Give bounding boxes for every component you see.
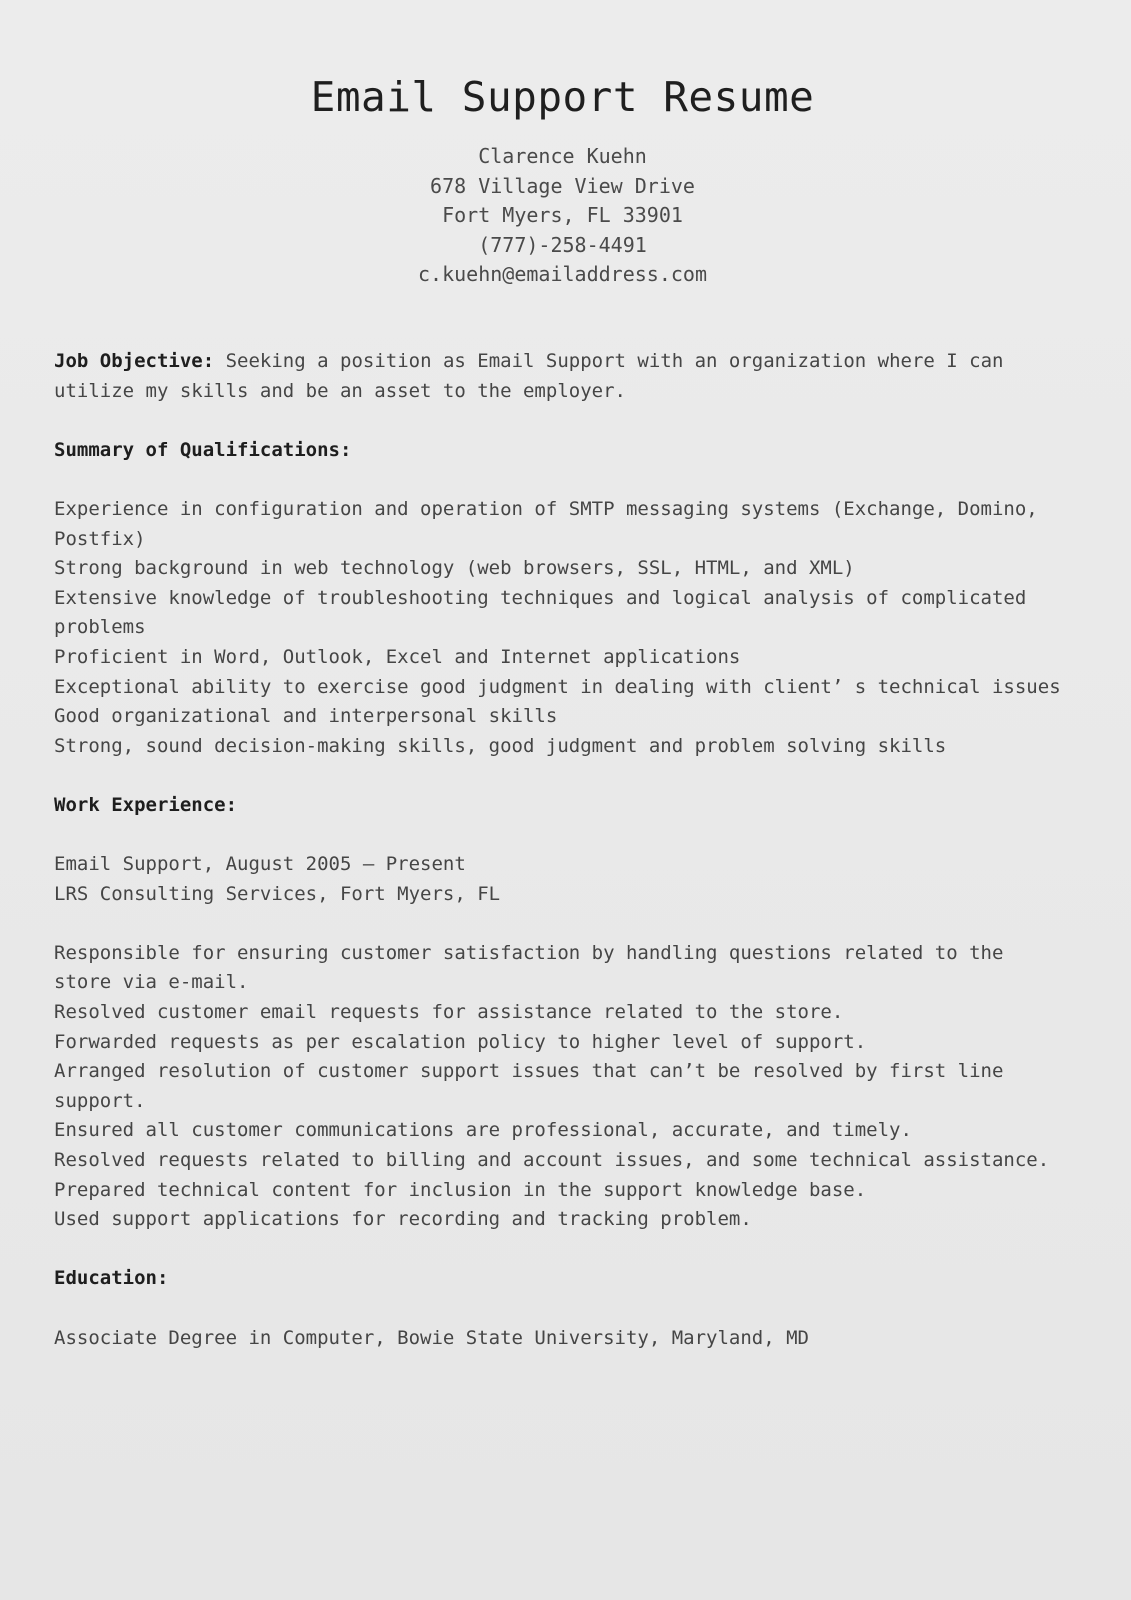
responsibility-item: Used support applications for recording and tracking problem. — [54, 1208, 752, 1231]
responsibility-item: Ensured all customer communications are professional, accurate, and timely. — [54, 1119, 912, 1142]
responsibility-item: Resolved requests related to billing and account issues, and some technical assistance. — [54, 1149, 1050, 1171]
summary-item: Strong background in web technology (web browsers, SSL, HTML, and XML) — [54, 557, 855, 580]
work-heading: Work Experience: — [54, 793, 238, 816]
contact-address-line1: 678 Village View Drive — [430, 173, 695, 198]
summary-item: Proficient in Word, Outlook, Excel and Internet applications — [54, 645, 741, 668]
contact-email: c.kuehn@emailaddress.com — [418, 262, 707, 287]
job-title-dates: Email Support, August 2005 – Present — [54, 853, 466, 876]
summary-heading: Summary of Qualifications: — [54, 438, 352, 461]
summary-item: Strong, sound decision-making skills, good judgment and problem solving skills — [54, 734, 947, 757]
job-objective-label: Job Objective: — [54, 349, 215, 372]
resume-content — [54, 347, 1071, 1353]
contact-address-line2: Fort Myers, FL 33901 — [442, 203, 683, 228]
summary-item: Extensive knowledge of troubleshooting techniques and logical analysis of complicated problems — [54, 586, 1027, 639]
job-objective-text: Seeking a position as Email Support with an organization where I can utilize my skills and be an asset to the employer. — [54, 349, 1004, 402]
job-objective — [54, 347, 1071, 406]
responsibility-item: Forwarded requests as per escalation policy to higher level of support. — [54, 1030, 867, 1053]
responsibility-item: Prepared technical content for inclusion in the support knowledge base. — [54, 1178, 867, 1201]
summary-item: Experience in configuration and operation of SMTP messaging systems (Exchange, Domino, Postfix) — [54, 497, 1038, 550]
education-heading: Education: — [54, 1267, 169, 1290]
responsibility-item: Resolved customer email requests for assistance related to the store. — [54, 1001, 844, 1024]
summary-list — [54, 495, 1071, 761]
contact-phone: (777)-258-4491 — [478, 232, 647, 257]
responsibility-list — [54, 939, 1071, 1235]
contact-block — [54, 142, 1071, 290]
company-location: LRS Consulting Services, Fort Myers, FL — [54, 882, 501, 905]
education-entry: Associate Degree in Computer, Bowie State University, Maryland, MD — [54, 1326, 809, 1349]
responsibility-item: Arranged resolution of customer support issues that can’t be resolved by first line support. — [54, 1060, 1004, 1112]
resume-title: Email Support Resume — [310, 73, 815, 121]
summary-item: Exceptional ability to exercise good judgment in dealing with client’ s technical issues — [54, 675, 1061, 698]
job-header — [54, 850, 1071, 909]
responsibility-item: Responsible for ensuring customer satisfaction by handling questions related to the store via e-mail. — [54, 941, 1004, 994]
contact-name: Clarence Kuehn — [478, 144, 647, 168]
summary-item: Good organizational and interpersonal skills — [54, 705, 558, 728]
